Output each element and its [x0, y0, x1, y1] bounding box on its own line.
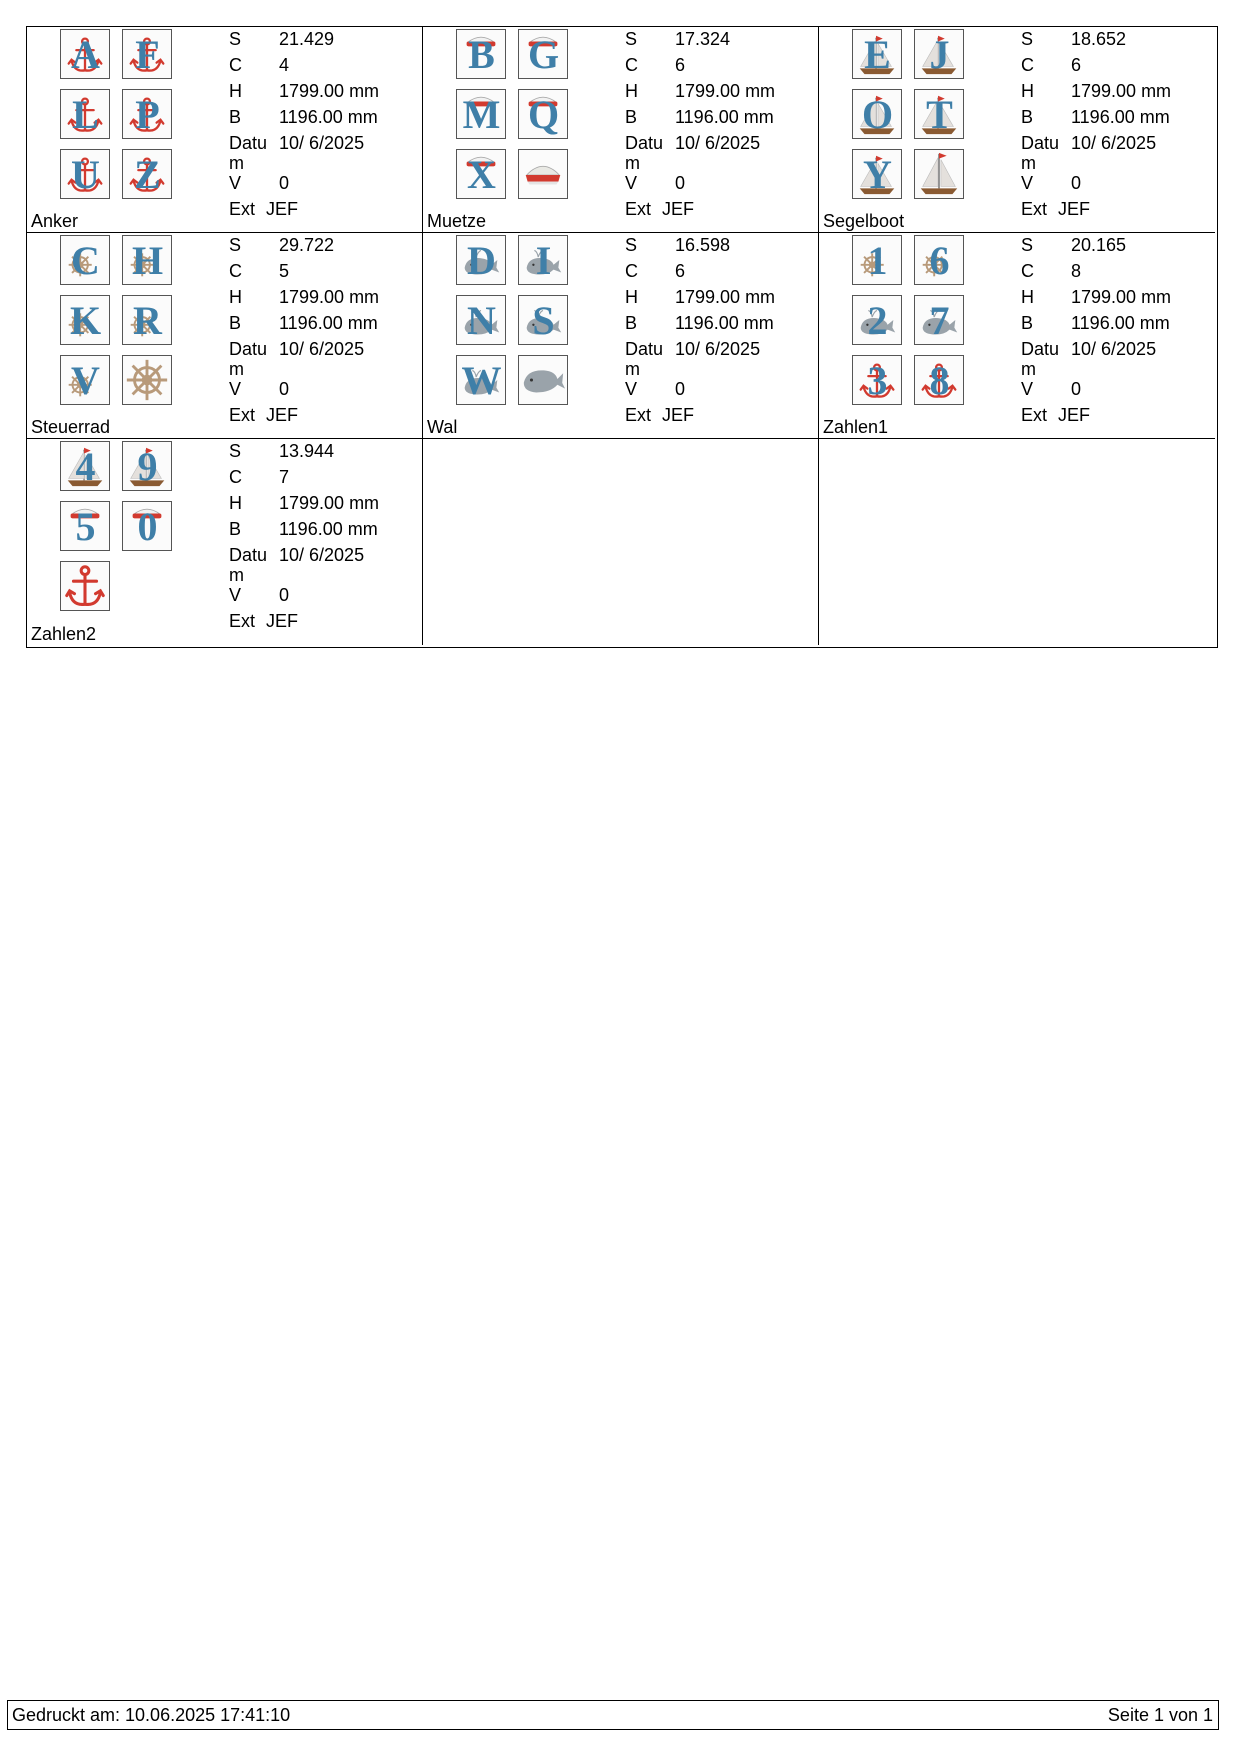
- info-value: JEF: [266, 199, 299, 219]
- info-value: 13.944: [279, 441, 335, 461]
- design-thumbnail[interactable]: [122, 501, 172, 551]
- info-row-ext: [625, 405, 815, 431]
- info-row-h: [229, 287, 419, 313]
- info-row-v: [1021, 379, 1211, 405]
- info-value: 6: [675, 261, 686, 281]
- info-label: Ext: [625, 405, 652, 425]
- thumbnail-glyph: G: [527, 32, 559, 77]
- info-label: Datu m: [229, 133, 268, 173]
- info-label: H: [1021, 287, 1034, 307]
- info-label: Ext: [625, 199, 652, 219]
- design-info: [229, 441, 419, 637]
- info-value: 10/ 6/2025: [1071, 339, 1157, 359]
- info-value: 1799.00 mm: [675, 287, 776, 307]
- info-value: 18.652: [1071, 29, 1127, 49]
- printed-timestamp: Gedruckt am: 10.06.2025 17:41:10: [12, 1705, 291, 1725]
- info-row-datum: [625, 133, 815, 173]
- info-row-s: [625, 235, 815, 261]
- thumbnail-glyph: 9: [137, 444, 157, 489]
- info-label: S: [229, 441, 242, 461]
- info-row-h: [229, 81, 419, 107]
- info-row-b: [625, 313, 815, 339]
- thumbnail-glyph: S: [532, 298, 554, 343]
- thumbnail-glyph: M: [462, 92, 500, 137]
- thumbnail-glyph: D: [467, 238, 495, 283]
- info-row-h: [1021, 81, 1211, 107]
- thumbnail-glyph: J: [929, 32, 949, 77]
- anchor-icon: [61, 562, 109, 610]
- thumbnail-glyph: U: [71, 152, 99, 197]
- info-label: B: [229, 313, 242, 333]
- info-row-datum: [1021, 133, 1211, 173]
- sailboat-icon: [915, 150, 963, 198]
- empty-cell: [819, 439, 1215, 645]
- design-thumbnail[interactable]: [518, 89, 568, 139]
- info-label: Ext: [1021, 405, 1048, 425]
- info-row-b: [229, 519, 419, 545]
- info-value: 0: [675, 379, 686, 399]
- design-name: Steuerrad: [31, 417, 111, 437]
- design-thumbnail[interactable]: [60, 561, 110, 611]
- thumbnail-glyph: 1: [867, 238, 887, 283]
- design-thumbnail[interactable]: [122, 441, 172, 491]
- design-name: Zahlen2: [31, 624, 97, 644]
- design-thumbnail[interactable]: [60, 89, 110, 139]
- info-row-ext: [625, 199, 815, 225]
- thumbnail-glyph: 6: [929, 238, 949, 283]
- info-value: 1196.00 mm: [1071, 107, 1170, 127]
- info-row-c: [1021, 55, 1211, 81]
- info-value: 0: [279, 173, 290, 193]
- thumbnail-glyph: A: [71, 32, 99, 77]
- info-label: C: [229, 55, 242, 75]
- info-label: S: [229, 29, 242, 49]
- info-value: 10/ 6/2025: [1071, 133, 1157, 153]
- design-thumbnail[interactable]: [456, 295, 506, 345]
- info-label: V: [1021, 379, 1034, 399]
- design-name: Zahlen1: [823, 417, 889, 437]
- design-thumbnail[interactable]: [518, 235, 568, 285]
- info-row-s: [1021, 29, 1211, 55]
- info-label: H: [625, 287, 638, 307]
- info-label: C: [1021, 55, 1034, 75]
- thumbnail-glyph: 4: [75, 444, 95, 489]
- info-value: 16.598: [675, 235, 731, 255]
- info-label: H: [229, 287, 242, 307]
- design-thumbnail[interactable]: [852, 295, 902, 345]
- design-name: Muetze: [427, 211, 487, 231]
- info-label: B: [625, 313, 638, 333]
- info-row-v: [625, 379, 815, 405]
- info-label: Datu m: [1021, 133, 1060, 173]
- info-value: 7: [279, 467, 290, 487]
- design-thumbnail[interactable]: [456, 89, 506, 139]
- info-row-b: [229, 107, 419, 133]
- thumbnail-glyph: H: [131, 238, 163, 283]
- info-value: JEF: [1058, 405, 1091, 425]
- design-cell: [819, 27, 1215, 233]
- info-label: Ext: [229, 611, 256, 631]
- thumbnail-glyph: W: [461, 358, 501, 403]
- info-value: 21.429: [279, 29, 335, 49]
- info-row-ext: [229, 611, 419, 637]
- info-label: Ext: [1021, 199, 1048, 219]
- info-value: 0: [675, 173, 686, 193]
- design-name: Anker: [31, 211, 79, 231]
- info-label: S: [1021, 235, 1034, 255]
- wheel-icon: [123, 356, 171, 404]
- info-label: H: [1021, 81, 1034, 101]
- info-row-ext: [1021, 199, 1211, 225]
- info-value: 0: [1071, 379, 1082, 399]
- info-value: 20.165: [1071, 235, 1127, 255]
- info-value: 1196.00 mm: [279, 313, 378, 333]
- design-thumbnail[interactable]: [60, 501, 110, 551]
- thumbnail-glyph: 3: [867, 358, 887, 403]
- thumbnail-glyph: E: [864, 32, 890, 77]
- info-row-ext: [1021, 405, 1211, 431]
- info-row-v: [229, 379, 419, 405]
- info-value: 1799.00 mm: [1071, 287, 1172, 307]
- design-thumbnail[interactable]: [852, 29, 902, 79]
- info-value: 6: [675, 55, 686, 75]
- thumbnail-glyph: C: [71, 238, 99, 283]
- design-thumbnail[interactable]: [122, 235, 172, 285]
- info-label: C: [625, 261, 638, 281]
- design-thumbnail[interactable]: [456, 355, 506, 405]
- info-value: 0: [279, 379, 290, 399]
- thumbnail-glyph: 0: [137, 504, 157, 549]
- design-thumbnail[interactable]: [852, 355, 902, 405]
- design-thumbnail[interactable]: [914, 29, 964, 79]
- info-label: S: [625, 235, 638, 255]
- thumbnail-glyph: Q: [527, 92, 559, 137]
- design-cell: [27, 27, 423, 233]
- info-value: 1799.00 mm: [279, 287, 380, 307]
- info-value: 8: [1071, 261, 1082, 281]
- info-label: H: [625, 81, 638, 101]
- thumbnail-glyph: 2: [867, 298, 887, 343]
- design-cell: [819, 233, 1215, 439]
- info-row-v: [229, 585, 419, 611]
- info-label: C: [625, 55, 638, 75]
- info-row-datum: [229, 545, 419, 585]
- info-row-v: [229, 173, 419, 199]
- design-thumbnail[interactable]: [60, 29, 110, 79]
- thumbnail-glyph: X: [467, 152, 495, 197]
- info-label: B: [625, 107, 638, 127]
- design-name: Wal: [427, 417, 458, 437]
- thumbnail-glyph: R: [133, 298, 161, 343]
- info-row-datum: [625, 339, 815, 379]
- design-thumbnail[interactable]: [914, 355, 964, 405]
- design-info: [229, 29, 419, 225]
- design-thumbnail[interactable]: [518, 29, 568, 79]
- info-value: 29.722: [279, 235, 335, 255]
- info-value: 10/ 6/2025: [279, 339, 365, 359]
- info-value: 10/ 6/2025: [675, 339, 761, 359]
- design-thumbnail[interactable]: [518, 295, 568, 345]
- info-value: 1799.00 mm: [675, 81, 776, 101]
- info-row-b: [1021, 313, 1211, 339]
- info-row-ext: [229, 405, 419, 431]
- design-thumbnail[interactable]: [852, 89, 902, 139]
- info-label: Datu m: [625, 339, 664, 379]
- info-value: 0: [1071, 173, 1082, 193]
- print-footer: [7, 1700, 1219, 1730]
- info-row-v: [1021, 173, 1211, 199]
- info-row-h: [625, 81, 815, 107]
- thumbnail-glyph: K: [69, 298, 101, 343]
- info-row-c: [1021, 261, 1211, 287]
- info-value: 6: [1071, 55, 1082, 75]
- design-grid: [26, 26, 1218, 648]
- thumbnail-glyph: P: [135, 92, 159, 137]
- info-value: 1196.00 mm: [279, 519, 378, 539]
- design-thumbnail[interactable]: [518, 149, 568, 199]
- info-row-ext: [229, 199, 419, 225]
- info-label: S: [625, 29, 638, 49]
- info-row-h: [1021, 287, 1211, 313]
- design-info: [1021, 235, 1211, 431]
- design-thumbnail[interactable]: [60, 441, 110, 491]
- thumbnail-glyph: N: [467, 298, 495, 343]
- thumbnail-glyph: 7: [929, 298, 949, 343]
- info-value: JEF: [662, 405, 695, 425]
- info-row-h: [625, 287, 815, 313]
- design-cell: [27, 233, 423, 439]
- design-cell: [423, 233, 819, 439]
- info-row-c: [229, 467, 419, 493]
- info-label: S: [1021, 29, 1034, 49]
- design-thumbnail[interactable]: [914, 235, 964, 285]
- thumbnail-glyph: 5: [75, 504, 95, 549]
- info-label: C: [229, 467, 242, 487]
- design-cell: [423, 27, 819, 233]
- info-label: V: [229, 379, 242, 399]
- design-thumbnail[interactable]: [122, 29, 172, 79]
- thumbnail-glyph: B: [468, 32, 494, 77]
- info-label: B: [229, 519, 242, 539]
- info-value: 10/ 6/2025: [675, 133, 761, 153]
- design-thumbnail[interactable]: [852, 235, 902, 285]
- info-row-h: [229, 493, 419, 519]
- info-value: 5: [279, 261, 290, 281]
- info-label: C: [229, 261, 242, 281]
- info-row-s: [1021, 235, 1211, 261]
- design-thumbnail[interactable]: [914, 89, 964, 139]
- info-value: 0: [279, 585, 290, 605]
- design-thumbnail[interactable]: [852, 149, 902, 199]
- info-value: JEF: [266, 405, 299, 425]
- info-value: JEF: [266, 611, 299, 631]
- info-label: V: [625, 379, 638, 399]
- info-row-datum: [229, 133, 419, 173]
- design-info: [625, 235, 815, 431]
- design-thumbnail[interactable]: [122, 295, 172, 345]
- info-value: JEF: [1058, 199, 1091, 219]
- info-value: 1196.00 mm: [279, 107, 378, 127]
- thumbnail-glyph: I: [535, 238, 551, 283]
- thumbnail-glyph: O: [861, 92, 893, 137]
- info-label: B: [1021, 313, 1034, 333]
- info-value: 1196.00 mm: [675, 313, 774, 333]
- info-row-b: [625, 107, 815, 133]
- design-thumbnail[interactable]: [122, 355, 172, 405]
- thumbnail-glyph: Y: [863, 152, 891, 197]
- info-value: 1799.00 mm: [279, 81, 380, 101]
- info-label: V: [1021, 173, 1034, 193]
- thumbnail-glyph: Z: [134, 152, 160, 197]
- design-name: Segelboot: [823, 211, 905, 231]
- design-thumbnail[interactable]: [60, 295, 110, 345]
- info-value: 10/ 6/2025: [279, 545, 365, 565]
- info-row-s: [229, 235, 419, 261]
- thumbnail-glyph: F: [135, 32, 159, 77]
- info-label: Datu m: [229, 545, 268, 585]
- info-value: 1799.00 mm: [279, 493, 380, 513]
- info-row-b: [229, 313, 419, 339]
- info-value: 17.324: [675, 29, 731, 49]
- design-thumbnail[interactable]: [456, 29, 506, 79]
- info-value: 10/ 6/2025: [279, 133, 365, 153]
- info-row-s: [229, 441, 419, 467]
- whale-icon: [519, 356, 567, 404]
- info-row-v: [625, 173, 815, 199]
- info-row-c: [229, 55, 419, 81]
- info-row-c: [229, 261, 419, 287]
- design-info: [1021, 29, 1211, 225]
- thumbnail-glyph: 8: [929, 358, 949, 403]
- page-number: Seite 1 von 1: [1107, 1705, 1213, 1725]
- info-label: Ext: [229, 405, 256, 425]
- design-thumbnail[interactable]: [60, 149, 110, 199]
- design-thumbnail[interactable]: [60, 235, 110, 285]
- design-cell: [27, 439, 423, 645]
- design-info: [229, 235, 419, 431]
- info-value: 1196.00 mm: [675, 107, 774, 127]
- thumbnail-glyph: T: [926, 92, 952, 137]
- design-thumbnail[interactable]: [914, 149, 964, 199]
- info-label: H: [229, 81, 242, 101]
- info-row-b: [1021, 107, 1211, 133]
- design-thumbnail[interactable]: [914, 295, 964, 345]
- info-value: JEF: [662, 199, 695, 219]
- thumbnail-glyph: L: [72, 92, 98, 137]
- info-label: B: [229, 107, 242, 127]
- info-label: Datu m: [625, 133, 664, 173]
- design-thumbnail[interactable]: [122, 89, 172, 139]
- info-value: 1799.00 mm: [1071, 81, 1172, 101]
- info-row-c: [625, 55, 815, 81]
- info-row-datum: [1021, 339, 1211, 379]
- info-row-c: [625, 261, 815, 287]
- design-thumbnail[interactable]: [518, 355, 568, 405]
- info-label: C: [1021, 261, 1034, 281]
- design-thumbnail[interactable]: [60, 355, 110, 405]
- design-thumbnail[interactable]: [122, 149, 172, 199]
- info-label: V: [229, 173, 242, 193]
- info-row-s: [625, 29, 815, 55]
- info-value: 1196.00 mm: [1071, 313, 1170, 333]
- info-label: H: [229, 493, 242, 513]
- design-thumbnail[interactable]: [456, 149, 506, 199]
- info-row-datum: [229, 339, 419, 379]
- design-info: [625, 29, 815, 225]
- design-thumbnail[interactable]: [456, 235, 506, 285]
- thumbnail-glyph: V: [71, 358, 99, 403]
- info-label: Datu m: [229, 339, 268, 379]
- info-label: Ext: [229, 199, 256, 219]
- cap-icon: [519, 150, 567, 198]
- info-label: Datu m: [1021, 339, 1060, 379]
- info-label: S: [229, 235, 242, 255]
- info-row-s: [229, 29, 419, 55]
- info-label: V: [229, 585, 242, 605]
- info-label: B: [1021, 107, 1034, 127]
- info-value: 4: [279, 55, 290, 75]
- info-label: V: [625, 173, 638, 193]
- empty-cell: [423, 439, 819, 645]
